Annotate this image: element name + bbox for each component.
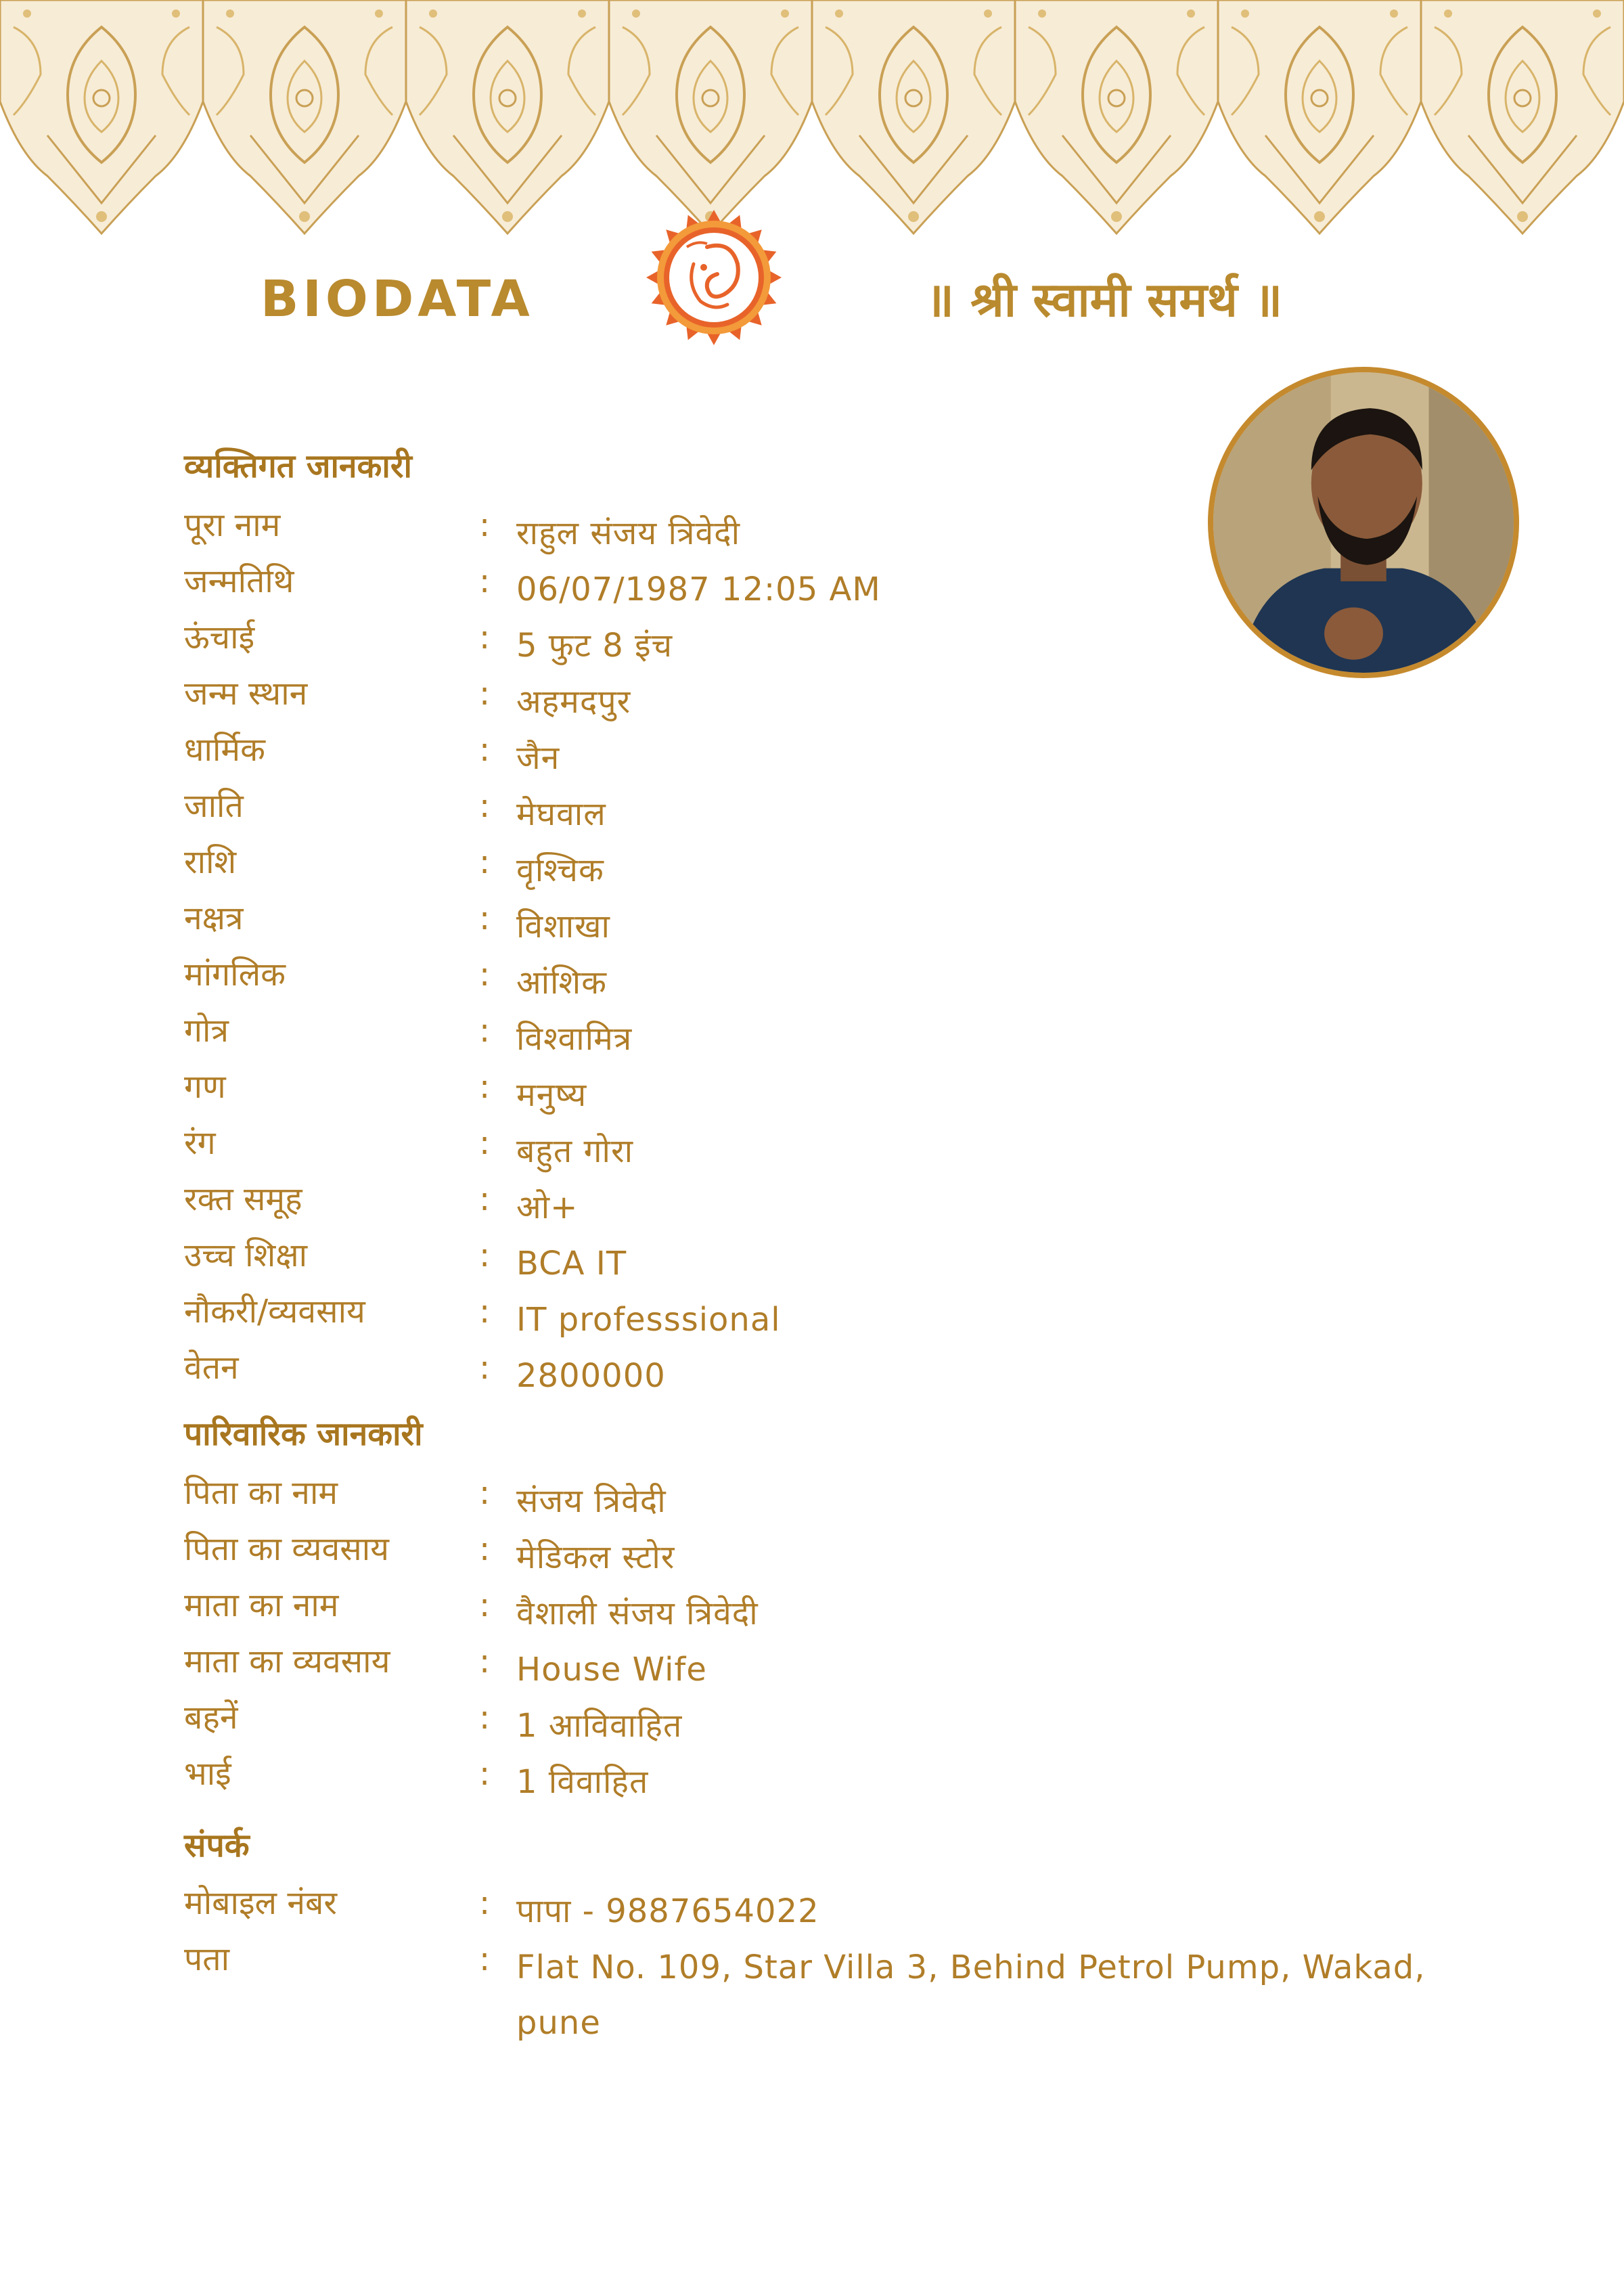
info-label: पिता का व्यवसाय: [184, 1530, 389, 1568]
info-value: House Wife: [516, 1651, 707, 1689]
info-value: आंशिक: [516, 964, 607, 1002]
info-row: [0, 1530, 1624, 1584]
info-label: उच्च शिक्षा: [184, 1237, 308, 1274]
separator-colon: :: [479, 1124, 491, 1162]
info-row: [0, 956, 1624, 1010]
separator-colon: :: [479, 562, 491, 600]
info-value: 06/07/1987 12:05 AM: [516, 571, 881, 608]
info-value: राहुल संजय त्रिवेदी: [516, 514, 741, 552]
info-row: [0, 1699, 1624, 1753]
info-value: मनुष्य: [516, 1076, 587, 1114]
separator-colon: :: [479, 843, 491, 881]
info-row: [0, 562, 1624, 617]
info-value: ओ+: [516, 1188, 579, 1226]
info-value: संजय त्रिवेदी: [516, 1482, 667, 1520]
info-value: जैन: [516, 739, 560, 777]
info-value: 1 विवाहित: [516, 1763, 649, 1801]
info-label: बहनें: [184, 1699, 238, 1737]
info-row: [0, 1755, 1624, 1809]
info-value: 5 फुट 8 इंच: [516, 627, 673, 665]
info-row: [0, 731, 1624, 785]
info-value: 1 आविवाहित: [516, 1707, 683, 1745]
info-label: पता: [184, 1940, 230, 1978]
info-row: [0, 1884, 1624, 1938]
info-value: विश्वामित्र: [516, 1020, 633, 1058]
info-row: [0, 1349, 1624, 1403]
separator-colon: :: [479, 899, 491, 937]
info-row: [0, 787, 1624, 841]
info-value: 2800000: [516, 1357, 666, 1395]
section-title-contact: संपर्क: [184, 1827, 250, 1865]
ganesha-emblem-icon: [643, 206, 785, 349]
info-label: नक्षत्र: [184, 899, 244, 937]
info-label: गोत्र: [184, 1012, 229, 1050]
separator-colon: :: [479, 1755, 491, 1793]
info-value: पापा - 9887654022: [516, 1892, 819, 1930]
info-row: [0, 619, 1624, 673]
info-label: माता का नाम: [184, 1586, 339, 1624]
info-label: राशि: [184, 843, 237, 881]
info-label: जन्मतिथि: [184, 562, 294, 600]
info-row: [0, 1237, 1624, 1291]
info-value: मेघवाल: [516, 795, 606, 833]
info-row: [0, 675, 1624, 729]
info-row: [0, 1068, 1624, 1122]
info-label: जाति: [184, 787, 244, 825]
info-value: BCA IT: [516, 1245, 627, 1283]
info-label: रक्त समूह: [184, 1180, 302, 1218]
info-row: [0, 1474, 1624, 1528]
separator-colon: :: [479, 619, 491, 656]
info-label: ऊंचाई: [184, 619, 255, 656]
info-value: बहुत गोरा: [516, 1132, 634, 1170]
info-value: IT professsional: [516, 1301, 781, 1339]
separator-colon: :: [479, 1586, 491, 1624]
info-row: [0, 899, 1624, 954]
info-label: गण: [184, 1068, 226, 1106]
info-label: रंग: [184, 1124, 216, 1162]
separator-colon: :: [479, 1530, 491, 1568]
info-label: भाई: [184, 1755, 231, 1793]
separator-colon: :: [479, 1940, 491, 1978]
section-title-family: पारिवारिक जानकारी: [184, 1415, 423, 1453]
separator-colon: :: [479, 675, 491, 713]
info-label: वेतन: [184, 1349, 239, 1387]
info-label: मोबाइल नंबर: [184, 1884, 338, 1922]
shlok-heading: ॥ श्री स्वामी समर्थ ॥: [926, 272, 1283, 328]
info-value: वृश्चिक: [516, 851, 604, 889]
info-label: धार्मिक: [184, 731, 265, 769]
separator-colon: :: [479, 1012, 491, 1050]
info-value: Flat No. 109, Star Villa 3, Behind Petrol Pump, Wakad, pune: [516, 1948, 1426, 2042]
separator-colon: :: [479, 1474, 491, 1512]
separator-colon: :: [479, 1068, 491, 1106]
info-row: [0, 1124, 1624, 1178]
separator-colon: :: [479, 731, 491, 769]
info-row: [0, 1180, 1624, 1234]
info-value: अहमदपुर: [516, 683, 631, 721]
info-row: [0, 1940, 1624, 2042]
separator-colon: :: [479, 1699, 491, 1737]
info-label: जन्म स्थान: [184, 675, 308, 713]
info-value: मेडिकल स्टोर: [516, 1538, 675, 1576]
section-title-personal: व्यक्तिगत जानकारी: [184, 447, 412, 485]
info-row: [0, 1293, 1624, 1347]
info-row: [0, 1643, 1624, 1697]
separator-colon: :: [479, 956, 491, 994]
separator-colon: :: [479, 1884, 491, 1922]
separator-colon: :: [479, 1293, 491, 1331]
info-row: [0, 1586, 1624, 1641]
info-label: मांगलिक: [184, 956, 286, 994]
info-row: [0, 506, 1624, 560]
info-label: माता का व्यवसाय: [184, 1643, 390, 1680]
separator-colon: :: [479, 506, 491, 544]
info-row: [0, 843, 1624, 897]
separator-colon: :: [479, 1349, 491, 1387]
info-row: [0, 1012, 1624, 1066]
separator-colon: :: [479, 1237, 491, 1274]
separator-colon: :: [479, 1180, 491, 1218]
info-label: पिता का नाम: [184, 1474, 338, 1512]
separator-colon: :: [479, 787, 491, 825]
info-value: विशाखा: [516, 908, 610, 945]
separator-colon: :: [479, 1643, 491, 1680]
ornamental-border: [0, 0, 1624, 244]
info-label: पूरा नाम: [184, 506, 281, 544]
biodata-title: BIODATA: [261, 270, 534, 328]
info-label: नौकरी/व्यवसाय: [184, 1293, 365, 1331]
info-value: वैशाली संजय त्रिवेदी: [516, 1595, 759, 1632]
